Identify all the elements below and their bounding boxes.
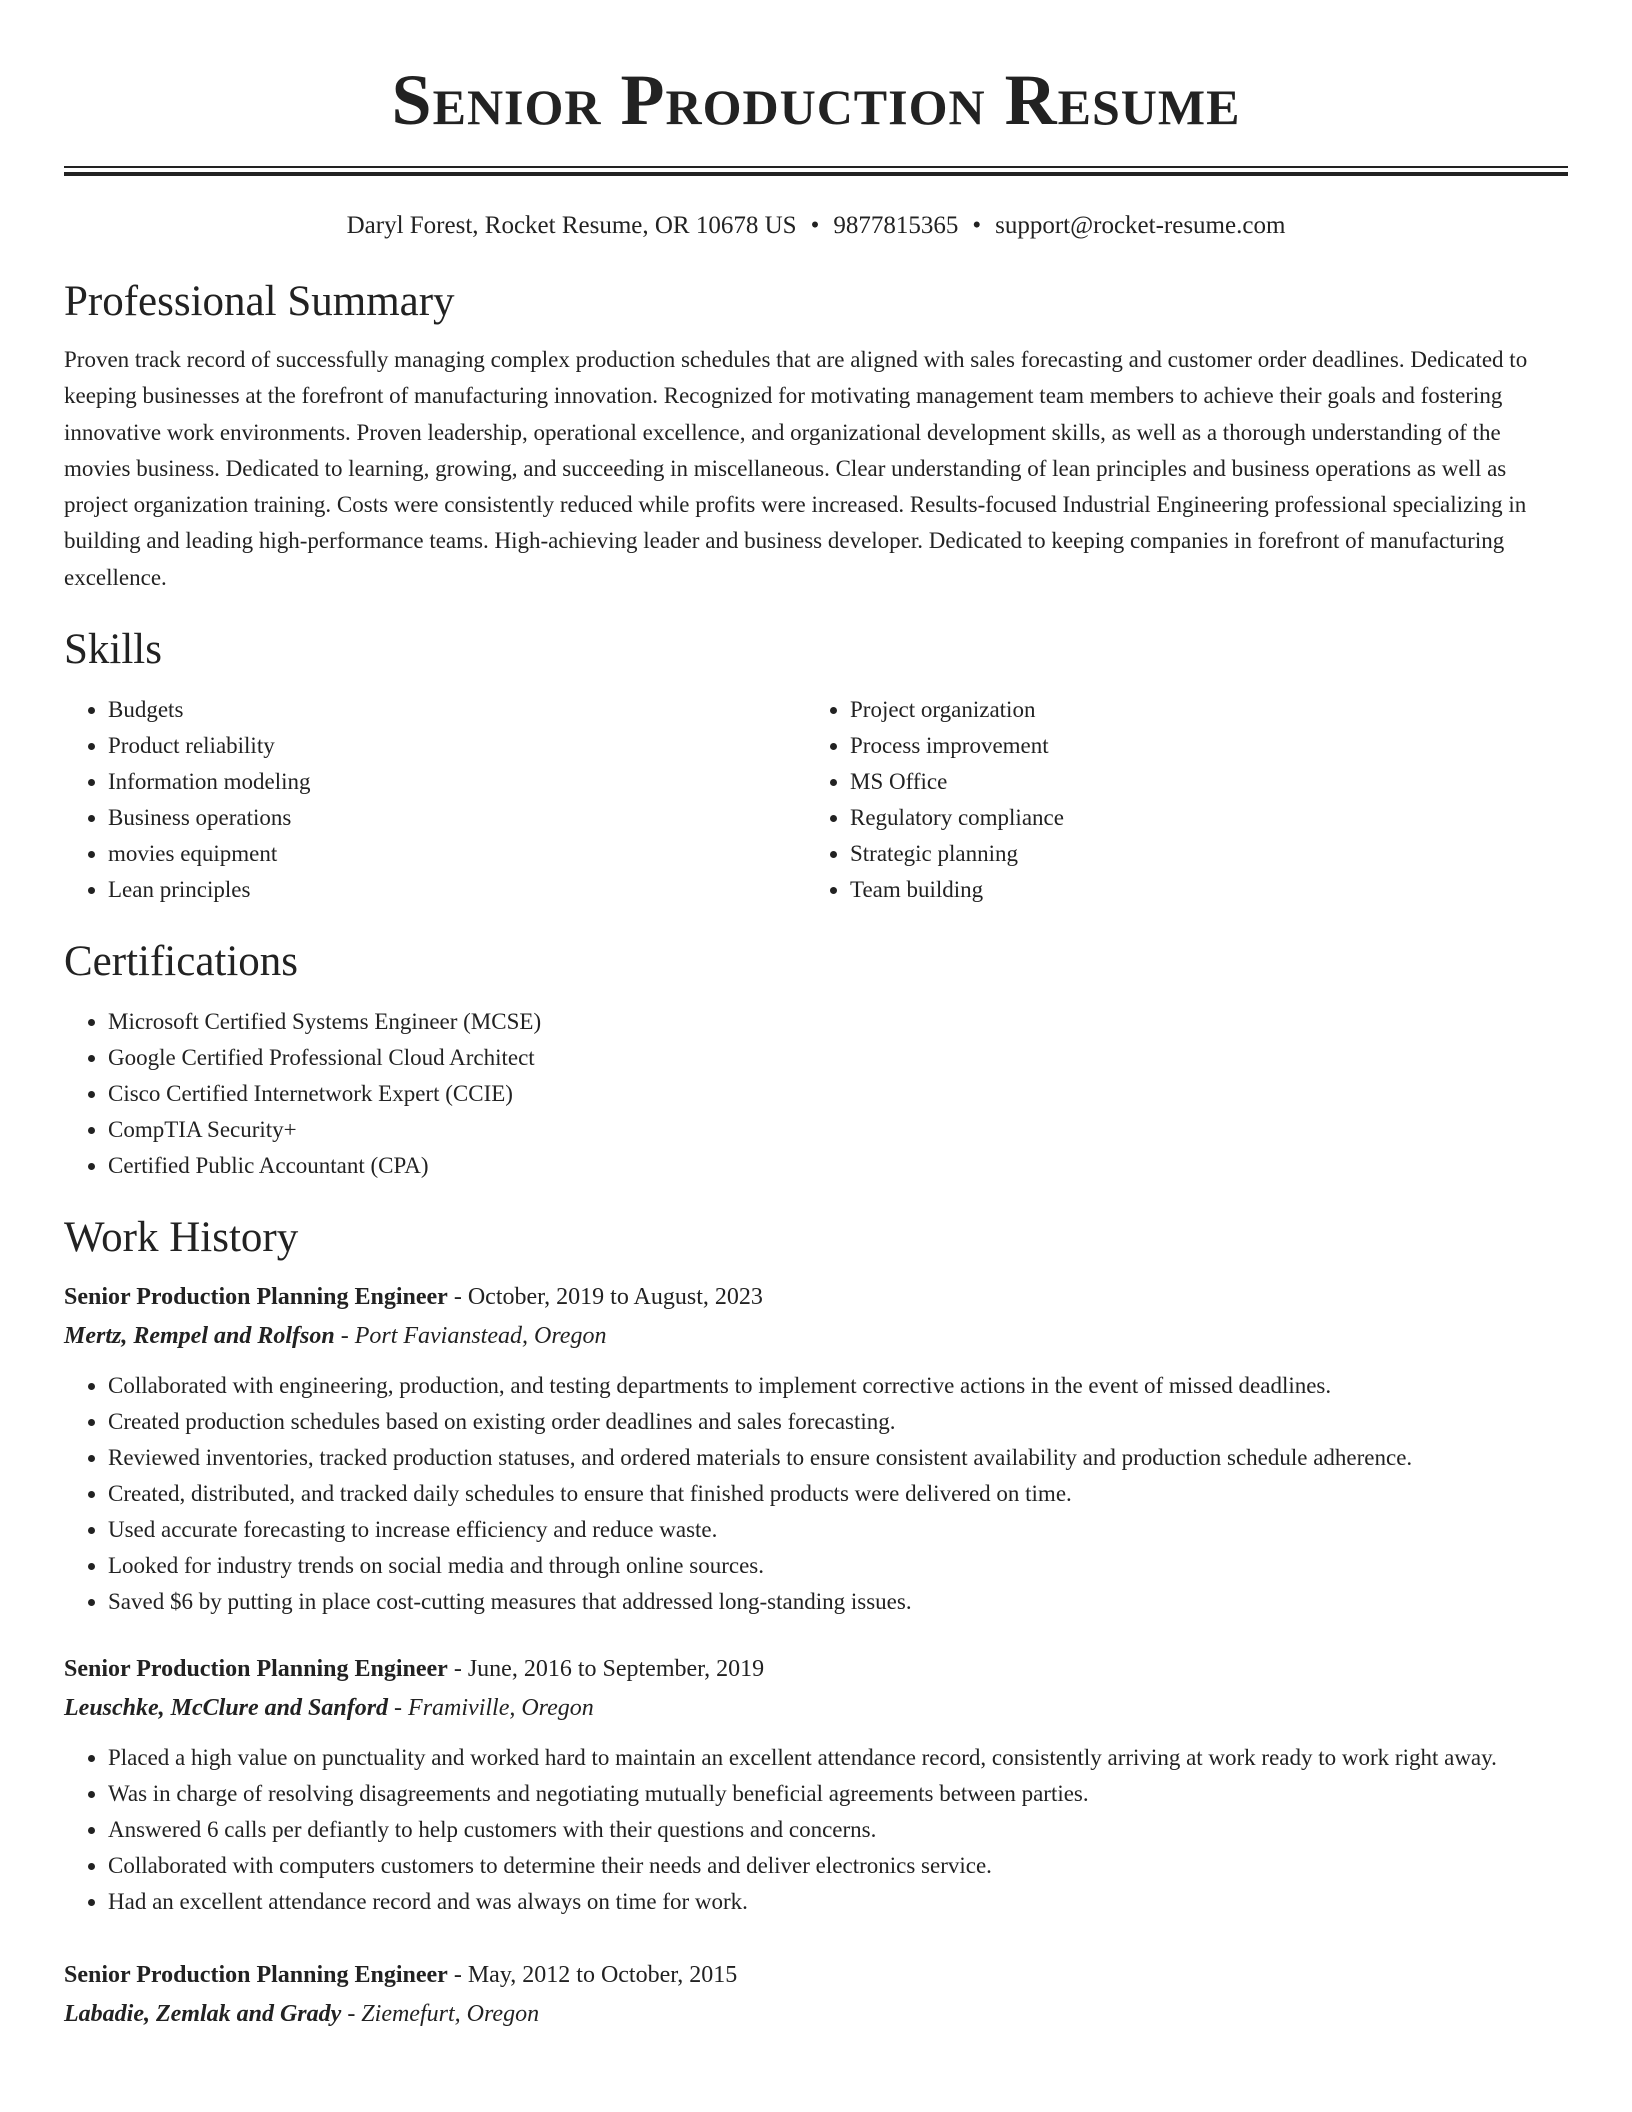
job-entry	[64, 1650, 1568, 1920]
company-name: Leuschke, McClure and Sanford	[64, 1695, 389, 1722]
job-bullet: • Saved $6 by putting in place cost-cutting measures that addressed long-standing issues.	[108, 1584, 1568, 1620]
certification-item: • Google Certified Professional Cloud Architect	[108, 1040, 1568, 1076]
job-bullets	[64, 1740, 1568, 1920]
job-entry	[64, 1956, 1568, 2034]
certification-item: • CompTIA Security+	[108, 1112, 1568, 1148]
job-company-line	[64, 1995, 1568, 2034]
skill-item: • Process improvement	[850, 728, 1548, 764]
certifications-section	[64, 936, 1568, 1184]
job-bullet: • Reviewed inventories, tracked production statuses, and ordered materials to ensure consistent availability and production schedule adherence.	[108, 1440, 1568, 1476]
skills-column-left	[64, 692, 806, 908]
job-bullet: • Looked for industry trends on social media and through online sources.	[108, 1548, 1568, 1584]
skill-item: • Regulatory compliance	[850, 800, 1548, 836]
skill-item: • Team building	[850, 872, 1548, 908]
job-header	[64, 1278, 1568, 1317]
company-name: Labadie, Zemlak and Grady	[64, 2001, 342, 2028]
section-heading-skills: Skills	[64, 626, 162, 674]
title-double-rule	[64, 166, 1568, 176]
certification-item: • Microsoft Certified Systems Engineer (MCSE)	[108, 1004, 1568, 1040]
work-history-section	[64, 1212, 1568, 2034]
job-bullet: • Had an excellent attendance record and was always on time for work.	[108, 1884, 1568, 1920]
job-bullet: • Answered 6 calls per defiantly to help customers with their questions and concerns.	[108, 1812, 1568, 1848]
job-title: Senior Production Planning Engineer	[64, 1962, 448, 1989]
job-bullet: • Collaborated with computers customers to determine their needs and deliver electronics service.	[108, 1848, 1568, 1884]
skill-item: • Information modeling	[108, 764, 806, 800]
section-heading-summary: Professional Summary	[64, 278, 455, 325]
job-bullet: • Placed a high value on punctuality and worked hard to maintain an excellent attendance record, consistently arriving at work ready to work right away.	[108, 1740, 1568, 1776]
skill-item: • MS Office	[850, 764, 1548, 800]
job-bullet: • Was in charge of resolving disagreements and negotiating mutually beneficial agreements between parties.	[108, 1776, 1568, 1812]
job-header	[64, 1956, 1568, 1995]
contact-separator: •	[810, 212, 820, 239]
section-heading-certifications: Certifications	[64, 938, 299, 986]
job-bullet: • Created, distributed, and tracked daily schedules to ensure that finished products were delivered on time.	[108, 1476, 1568, 1512]
contact-line	[64, 210, 1568, 242]
company-location: - Ziemefurt, Oregon	[341, 2001, 540, 2028]
job-dates: - October, 2019 to August, 2023	[447, 1284, 763, 1311]
professional-summary-section	[64, 276, 1568, 596]
resume-title: Senior Production Resume	[391, 60, 1241, 140]
certification-item: • Cisco Certified Internetwork Expert (CCIE)	[108, 1076, 1568, 1112]
skill-item: • Product reliability	[108, 728, 806, 764]
skills-section	[64, 624, 1568, 908]
job-bullets	[64, 1368, 1568, 1620]
skill-item: • Business operations	[108, 800, 806, 836]
job-bullet: • Created production schedules based on existing order deadlines and sales forecasting.	[108, 1404, 1568, 1440]
skills-list-left	[64, 692, 806, 908]
company-name: Mertz, Rempel and Rolfson	[64, 1323, 335, 1350]
certification-item: • Certified Public Accountant (CPA)	[108, 1148, 1568, 1184]
company-location: - Framiville, Oregon	[388, 1695, 594, 1722]
contact-email: support@rocket-resume.com	[995, 212, 1286, 239]
skill-item: • Strategic planning	[850, 836, 1548, 872]
job-company-line	[64, 1689, 1568, 1728]
job-header	[64, 1650, 1568, 1689]
contact-separator: •	[972, 212, 982, 239]
job-bullet: • Used accurate forecasting to increase efficiency and reduce waste.	[108, 1512, 1568, 1548]
certifications-list	[64, 1004, 1568, 1184]
section-heading-work-history: Work History	[64, 1214, 299, 1262]
skill-item: • Project organization	[850, 692, 1548, 728]
contact-phone: 9877815365	[833, 212, 959, 239]
job-company-line	[64, 1317, 1568, 1356]
job-dates: - May, 2012 to October, 2015	[447, 1962, 738, 1989]
company-location: - Port Favianstead, Oregon	[334, 1323, 607, 1350]
job-title: Senior Production Planning Engineer	[64, 1656, 448, 1683]
skills-column-right	[806, 692, 1548, 908]
contact-address: Daryl Forest, Rocket Resume, OR 10678 US	[346, 212, 797, 239]
skills-grid	[64, 692, 1568, 908]
skills-list-right	[806, 692, 1548, 908]
job-bullet: • Collaborated with engineering, production, and testing departments to implement corrective actions in the event of missed deadlines.	[108, 1368, 1568, 1404]
skill-item: • movies equipment	[108, 836, 806, 872]
job-title: Senior Production Planning Engineer	[64, 1284, 448, 1311]
summary-text: Proven track record of successfully managing complex production schedules that are aligned with sales forecasting and customer order deadlines. Dedicated to keeping businesses at the forefront of manufacturing innovation. Recognized for motivating management team members to achieve their goals and fostering innovative work environments. Proven leadership, operational excellence, and organizational development skills, as well as a thorough understanding of the movies business. Dedicated to learning, growing, and succeeding in miscellaneous. Clear understanding of lean principles and business operations as well as project organization training. Costs were consistently reduced while profits were increased. Results-focused Industrial Engineering professional specializing in building and leading high-performance teams. High-achieving leader and business developer. Dedicated to keeping companies in forefront of manufacturing excellence.	[64, 347, 1528, 590]
skill-item: • Lean principles	[108, 872, 806, 908]
job-entry	[64, 1278, 1568, 1620]
skill-item: • Budgets	[108, 692, 806, 728]
job-dates: - June, 2016 to September, 2019	[447, 1656, 765, 1683]
